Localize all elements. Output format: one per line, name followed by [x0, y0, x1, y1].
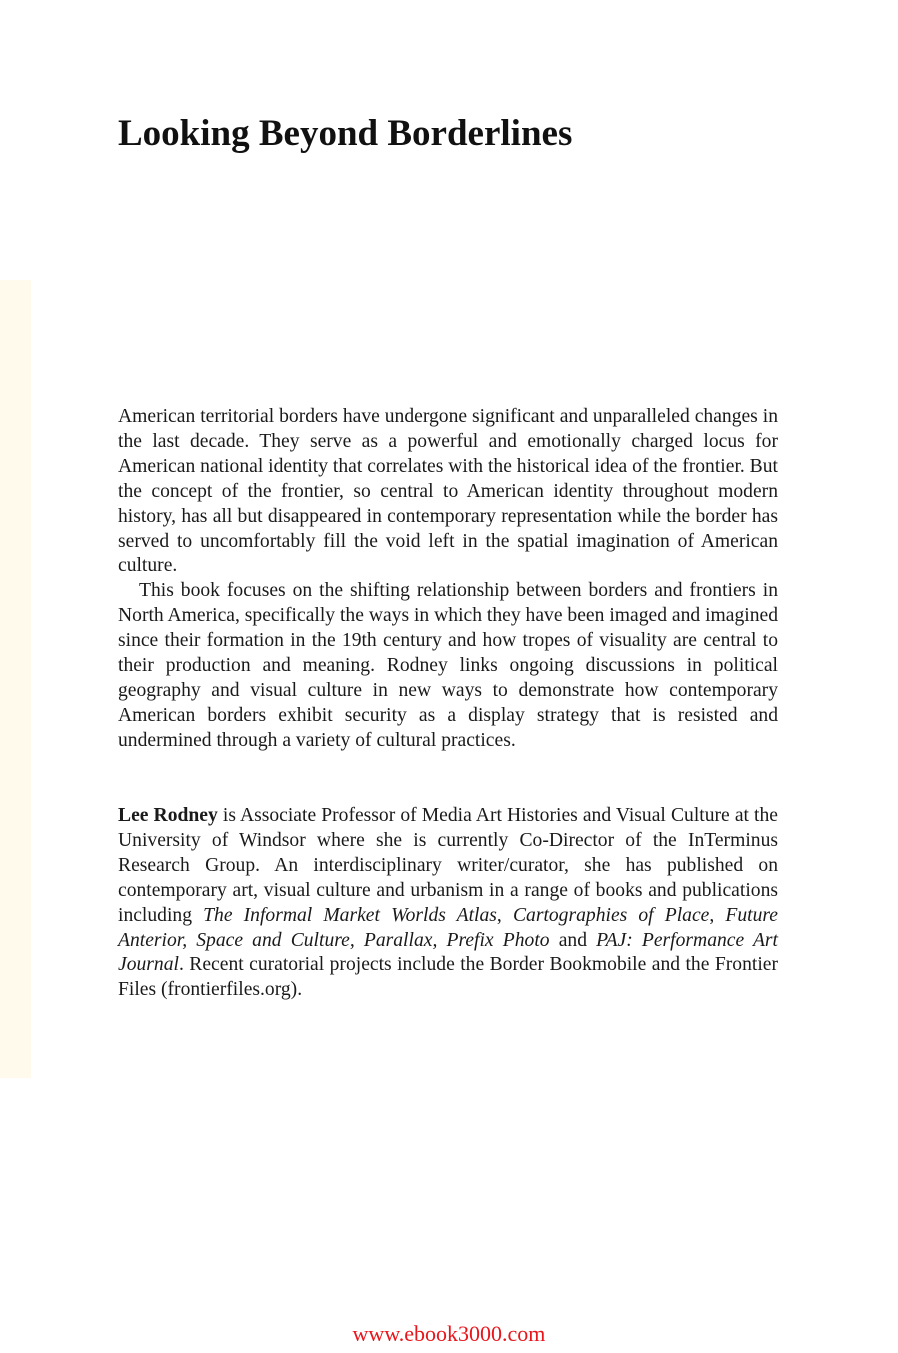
- bio-text: . Recent curatorial projects include the Border Bookmobile and the Frontier Files (frontierfiles.org).: [118, 954, 778, 1001]
- footer-url[interactable]: www.ebook3000.com: [352, 1321, 546, 1346]
- page-title: Looking Beyond Borderlines: [118, 113, 573, 154]
- description-paragraph: This book focuses on the shifting relationship between borders and frontiers in North America, specifically the ways in which they have been imaged and imagined since their formation in the 19th century and how tropes of visuality are central to their production and meaning. Rodney links ongoing discussions in political geography and visual culture in new ways to demonstrate how contemporary American borders exhibit security as a display strategy that is resisted and undermined through a variety of cultural practices.: [118, 580, 778, 751]
- bio-text: is Associate Professor of Media Art Histories and Visual Culture at the University of Windsor where she is currently Co-Director of the InTerminus Research Group. An interdisciplinary writer/curator, she has published on contemporary art, visual culture and urbanism in a range of books and publications including: [118, 805, 778, 926]
- bio-separator: ,: [496, 904, 513, 926]
- author-bio: [118, 804, 778, 1003]
- bio-separator: ,: [709, 904, 726, 926]
- publication-title: Cartographies of Place: [512, 904, 710, 926]
- publication-title: Future Anterior, Space and Culture, Parallax, Prefix Photo: [118, 904, 778, 951]
- book-description: [118, 405, 778, 754]
- publication-title: PAJ: Performance Art Journal: [118, 929, 778, 976]
- bio-separator: and: [549, 929, 597, 951]
- description-paragraph: American territorial borders have undergone significant and unparalleled changes in the last decade. They serve as a powerful and emotionally charged locus for American national identity that correlates with the historical idea of the frontier. But the concept of the frontier, so central to American identity throughout modern history, has all but disappeared in contemporary representation while the border has served to uncomfortably fill the void left in the spatial imagination of American culture.: [118, 406, 778, 577]
- author-name: Lee Rodney: [118, 805, 218, 826]
- page-edge-strip: [0, 280, 31, 1078]
- publication-title: The Informal Market Worlds Atlas: [203, 904, 497, 926]
